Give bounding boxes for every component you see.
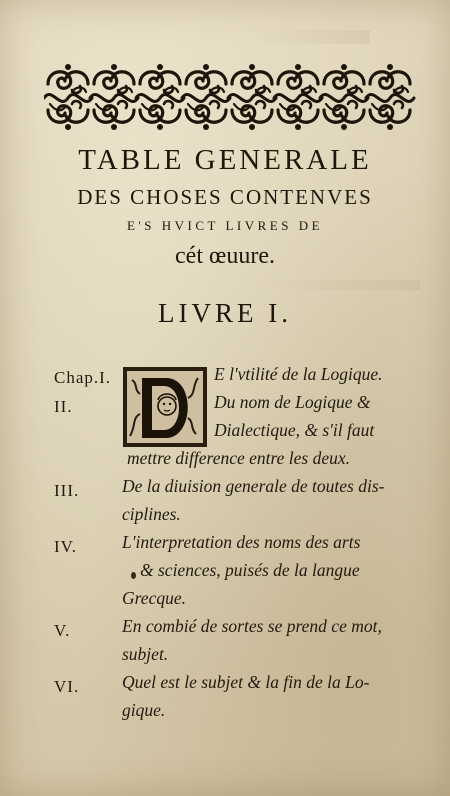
chapter-number: V. bbox=[54, 621, 71, 640]
title-line-2: DES CHOSES CONTENVES bbox=[77, 185, 373, 209]
chapter-title: E l'vtilité de la Logique. bbox=[214, 364, 383, 384]
chapter-number: IV. bbox=[54, 537, 77, 556]
historiated-dropcap bbox=[122, 366, 208, 448]
chapter-number: Chap.I. bbox=[54, 368, 112, 387]
chapter-title: ciplines. bbox=[122, 504, 181, 524]
chapter-number: II. bbox=[54, 397, 73, 416]
chapter-title: Grecque. bbox=[122, 588, 186, 608]
paper-blemish bbox=[131, 572, 136, 579]
show-through-smudge bbox=[250, 280, 420, 290]
ornamental-headpiece bbox=[44, 62, 418, 132]
chapter-number: III. bbox=[54, 481, 80, 500]
chapter-title: De la diuision generale de toutes dis- bbox=[122, 476, 385, 496]
chapter-title: & sciences, puisés de la langue bbox=[140, 560, 360, 580]
chapter-number: VI. bbox=[54, 677, 80, 696]
title-line-4: cét œuure. bbox=[175, 243, 275, 269]
chapter-title: L'interpretation des noms des arts bbox=[122, 532, 361, 552]
book-heading: LIVRE I. bbox=[158, 298, 292, 328]
title-line-1: TABLE GENERALE bbox=[78, 144, 372, 176]
chapter-title: subjet. bbox=[122, 644, 169, 664]
title-line-3: E'S HVICT LIVRES DE bbox=[126, 218, 324, 233]
chapter-title: Quel est le subjet & la fin de la Lo- bbox=[122, 672, 370, 692]
show-through-smudge bbox=[250, 30, 370, 44]
chapter-title: mettre difference entre les deux. bbox=[127, 448, 351, 468]
chapter-title: Du nom de Logique & bbox=[214, 392, 371, 412]
chapter-title: gique. bbox=[122, 700, 166, 720]
chapter-title: Dialectique, & s'il faut bbox=[214, 420, 375, 440]
chapter-title: En combié de sortes se prend ce mot, bbox=[122, 616, 382, 636]
